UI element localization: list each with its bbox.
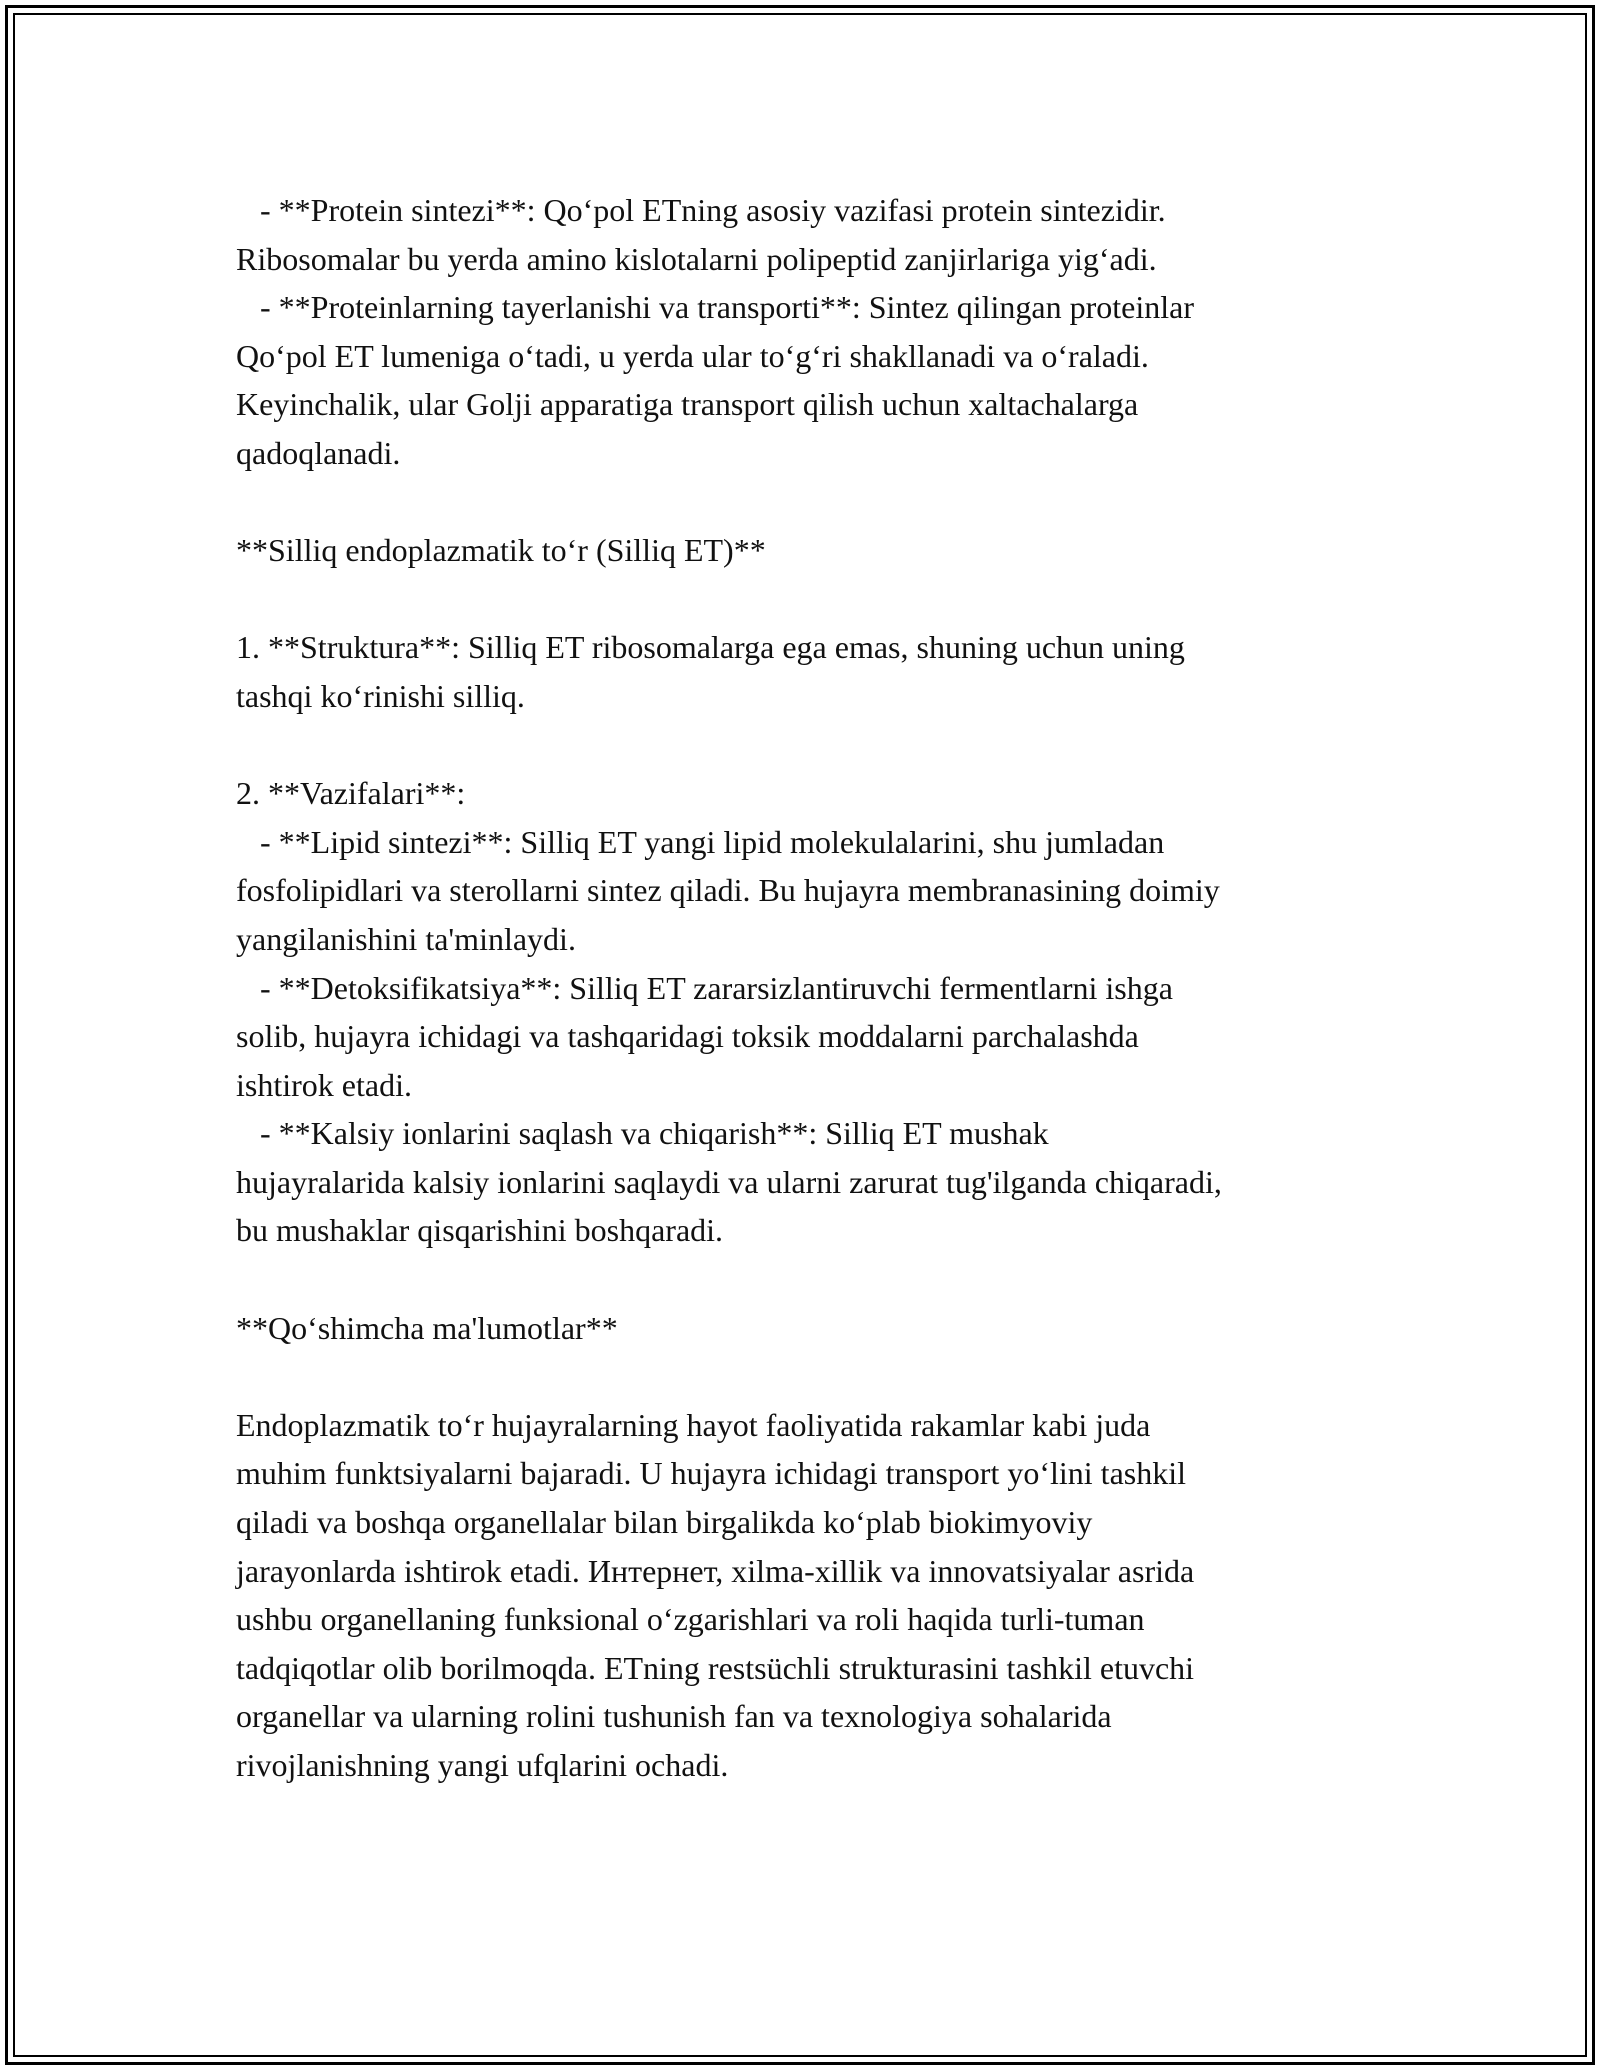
text-line: - **Proteinlarning tayerlanishi va transporti**: Sintez qilingan proteinlar bbox=[236, 289, 1194, 326]
paragraph-spacer bbox=[236, 721, 1396, 770]
text-line: rivojlanishning yangi ufqlarini ochadi. bbox=[236, 1747, 729, 1783]
text-line: tadqiqotlar olib borilmoqda. ETning restsüchli strukturasini tashkil etuvchi bbox=[236, 1649, 1195, 1686]
text-line: qadoqlanadi. bbox=[236, 434, 401, 471]
text-line: Keyinchalik, ular Golji apparatiga transport qilish uchun xaltachalarga bbox=[236, 386, 1139, 423]
text-line: 2. **Vazifalari**: bbox=[236, 775, 466, 812]
text-line: - **Detoksifikatsiya**: Silliq ET zararsizlantiruvchi fermentlarni ishga bbox=[236, 969, 1173, 1006]
text-line: bu mushaklar qisqarishini boshqaradi. bbox=[236, 1212, 724, 1249]
text-line: - **Lipid sintezi**: Silliq ET yangi lipid molekulalarini, shu jumladan bbox=[236, 823, 1165, 860]
text-line: - **Protein sintezi**: Qo‘pol ETning asosiy vazifasi protein sintezidir. bbox=[236, 192, 1166, 228]
text-line: muhim funktsiyalarni bajaradi. U hujayra ichidagi transport yo‘lini tashkil bbox=[236, 1455, 1186, 1492]
text-line: organellar va ularning rolini tushunish fan va texnologiya sohalarida bbox=[236, 1698, 1112, 1735]
text-line: jarayonlarda ishtirok etadi. Интернет, xilma-xillik va innovatsiyalar asrida bbox=[236, 1552, 1195, 1589]
section-heading: **Silliq endoplazmatik to‘r (Silliq ET)** bbox=[236, 532, 766, 569]
text-line: fosfolipidlari va sterollarni sintez qiladi. Bu hujayra membranasining doimiy bbox=[236, 872, 1220, 909]
text-line: tashqi ko‘rinishi silliq. bbox=[236, 677, 525, 714]
text-line: - **Kalsiy ionlarini saqlash va chiqarish**: Silliq ET mushak bbox=[236, 1115, 1049, 1152]
text-line: Endoplazmatik to‘r hujayralarning hayot faoliyatida rakamlar kabi juda bbox=[236, 1406, 1151, 1443]
text-line: solib, hujayra ichidagi va tashqaridagi toksik moddalarni parchalashda bbox=[236, 1018, 1139, 1055]
paragraph-spacer bbox=[236, 1255, 1396, 1304]
paragraph-spacer bbox=[236, 1352, 1396, 1401]
section-heading: **Qo‘shimcha ma'lumotlar** bbox=[236, 1309, 618, 1346]
text-line: qiladi va boshqa organellalar bilan birgalikda ko‘plab biokimyoviy bbox=[236, 1504, 1093, 1541]
document-body bbox=[236, 186, 1396, 1790]
text-line: Qo‘pol ET lumeniga o‘tadi, u yerda ular to‘g‘ri shakllanadi va o‘raladi. bbox=[236, 337, 1149, 374]
text-line: hujayralarida kalsiy ionlarini saqlaydi va ularni zarurat tug'ilganda chiqaradi, bbox=[236, 1163, 1222, 1200]
text-line: yangilanishini ta'minlaydi. bbox=[236, 920, 576, 957]
text-line: ishtirok etadi. bbox=[236, 1066, 412, 1103]
text-line: ushbu organellaning funksional o‘zgarishlari va roli haqida turli-tuman bbox=[236, 1601, 1145, 1638]
text-line: 1. **Struktura**: Silliq ET ribosomalarga ega emas, shuning uchun uning bbox=[236, 629, 1185, 666]
paragraph-spacer bbox=[236, 575, 1396, 624]
text-line: Ribosomalar bu yerda amino kislotalarni polipeptid zanjirlariga yig‘adi. bbox=[236, 240, 1157, 277]
paragraph-spacer bbox=[236, 478, 1396, 527]
